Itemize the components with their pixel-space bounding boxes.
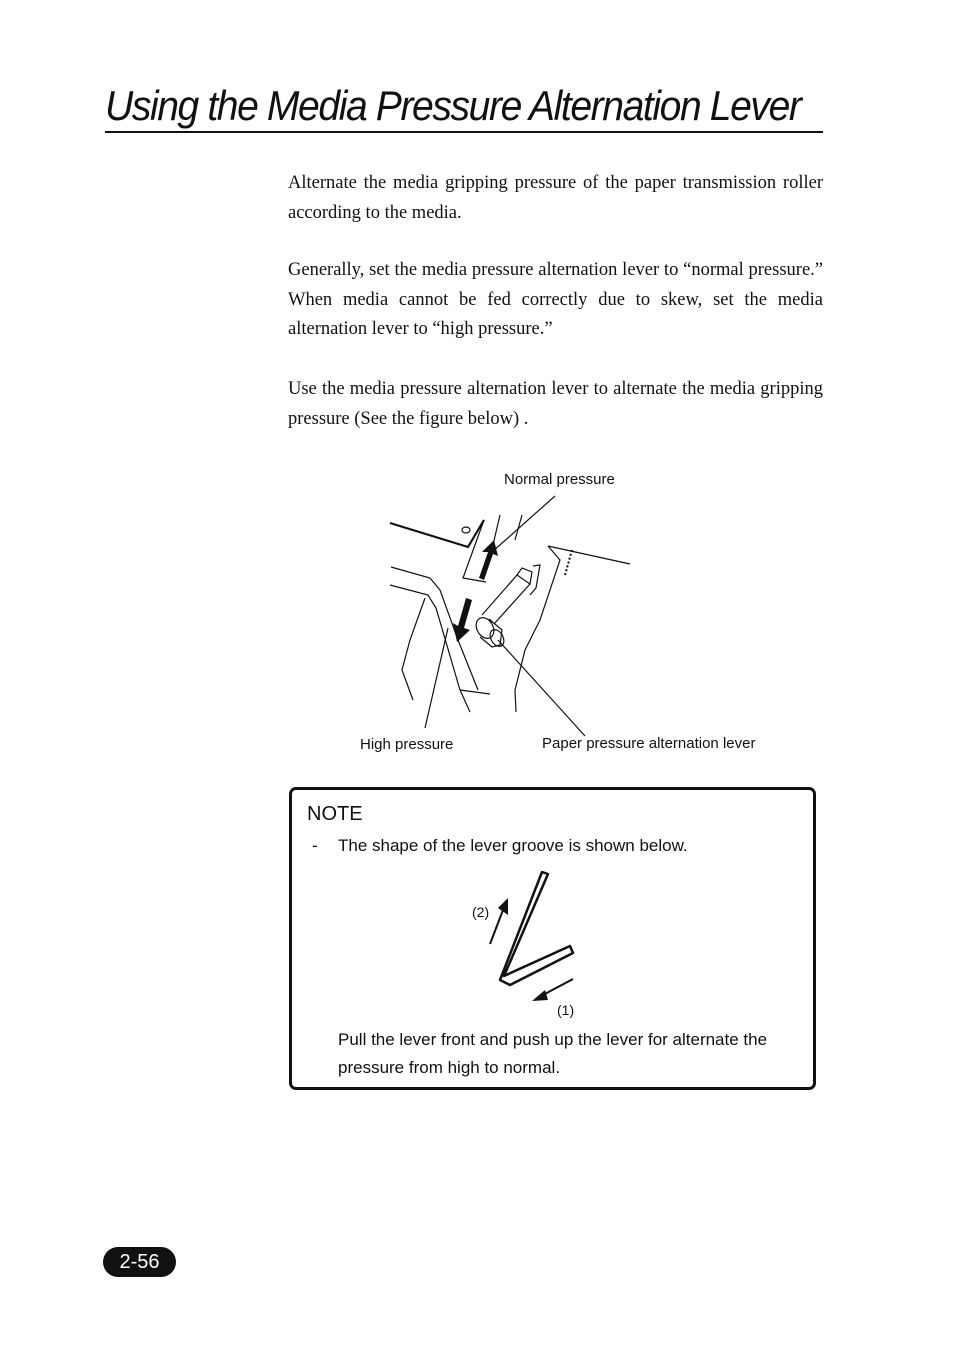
- lever-illustration: [380, 490, 640, 740]
- lever-groove-diagram: [470, 866, 590, 1006]
- groove-label-2: (2): [472, 904, 490, 920]
- label-normal-pressure: Normal pressure: [504, 471, 615, 488]
- label-high-pressure: High pressure: [360, 736, 454, 753]
- note-title: NOTE: [307, 803, 363, 825]
- note-text: Pull the lever front and push up the lever for alternate the pressure from high to normal.: [338, 1030, 768, 1077]
- note-bullet: -: [312, 836, 318, 855]
- paragraph-2: Generally, set the media pressure alternation lever to “normal pressure.” When media cannot be fed correctly due to skew, set the media alternation lever to “high pressure.”: [288, 260, 823, 339]
- note-line: The shape of the lever groove is shown below.: [338, 836, 688, 855]
- groove-label-1: (1): [557, 1002, 575, 1018]
- label-lever: Paper pressure alternation lever: [542, 735, 756, 752]
- title-underline: [105, 131, 823, 133]
- page-number-badge: 2-56: [103, 1247, 176, 1277]
- page-title: Using the Media Pressure Alternation Lever: [105, 82, 801, 129]
- paragraph-1: Alternate the media gripping pressure of the paper transmission roller according to the media.: [288, 173, 823, 223]
- paragraph-3: Use the media pressure alternation lever to alternate the media gripping pressure (See the figure below) .: [288, 379, 823, 429]
